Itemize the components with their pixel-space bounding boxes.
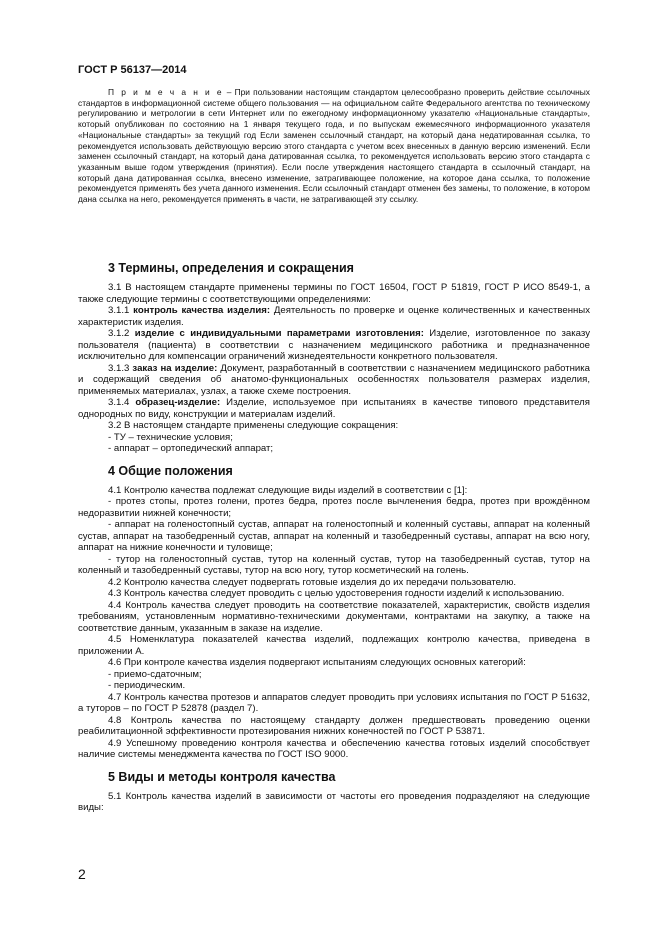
list-item: - протез стопы, протез голени, протез бедра, протез после вычленения бедра, протез при врождённом недоразвитии нижней конечности; — [78, 496, 590, 519]
list-item: - тутор на голеностопный сустав, тутор на коленный сустав, тутор на тазобедренный сустав, тутор на коленный и тазобедренный суставы, тутор на всю ногу, тутор косметический на голень. — [78, 553, 590, 576]
abbreviation-item: - аппарат – ортопедический аппарат; — [108, 443, 274, 454]
note-label: П р и м е ч а н и е — [108, 87, 224, 97]
paragraph-4-7: 4.7 Контроль качества протезов и аппаратов следует проводить при условиях испытания по ГОСТ Р 51632, а туторов – по ГОСТ Р 52878 (раздел 7). — [78, 691, 590, 714]
paragraph-4-3: 4.3 Контроль качества следует проводить с целью удостоверения годности изделий к использованию. — [108, 588, 565, 599]
paragraph-4-6: 4.6 При контроле качества изделия подвергают испытаниям следующих основных категорий: — [108, 657, 526, 668]
abbreviation-item: - ТУ – технические условия; — [108, 431, 233, 443]
reference-note — [78, 87, 590, 205]
paragraph-3-1: 3.1 В настоящем стандарте применены термины по ГОСТ 16504, ГОСТ Р 51819, ГОСТ Р ИСО 8549-1, а также следующие термины с соответствующими определениями: — [78, 282, 590, 305]
paragraph-4-5: 4.5 Номенклатура показателей качества изделий, подлежащих контролю качества, приведена в приложении А. — [78, 634, 590, 657]
list-item: - периодическим. — [108, 680, 186, 691]
list-item: - приемо-сдаточным; — [108, 668, 202, 680]
section-3-heading: 3 Термины, определения и сокращения — [108, 261, 354, 275]
term-3-1-2: 3.1.2 изделие с индивидуальными параметрами изготовления: Изделие, изготовленное по заказу пользователя (пациента) в соответствии с назначением медицинского работника и предназначенное исключительно для компенсации ограничений жизнедеятельности конкретного пользователя. — [78, 328, 590, 362]
paragraph-3-2: 3.2 В настоящем стандарте применены следующие сокращения: — [108, 420, 399, 431]
paragraph-4-2: 4.2 Контролю качества следует подвергать готовые изделия до их передачи пользователю. — [108, 576, 517, 588]
paragraph-4-1: 4.1 Контролю качества подлежат следующие виды изделий в соответствии с [1]: — [108, 484, 468, 496]
note-text: – При пользовании настоящим стандартом целесообразно проверить действие ссылочных стандартов в информационной системе общего пользования — на официальном сайте Федерального агентства по техническому регулированию и метрологии в сети Интернет или по ежегодному информационному указателю «Национальные стандарты», который опубликован по состоянию на 1 января текущего года, и по выпускам ежемесячного информационного указателя «Национальные стандарты» за текущий год Если заменен ссылочный стандарт, на который дана недатированная ссылка, то рекомендуется использовать действующую версию этого стандарта с учетом всех внесенных в данную версию изменений. Если заменен ссылочный стандарт, на который дана датированная ссылка, то рекомендуется использовать версию этого стандарта с указанным выше годом утверждения (принятия). Если после утверждения настоящего стандарта в ссылочный стандарт, на который дана датированная ссылка, внесено изменение, затрагивающее положение, на которое дана ссылка, то положение рекомендуется применять без учета данного изменения. Если ссылочный стандарт отменен без замены, то положение, в котором дана ссылка на него, рекомендуется применять в части, не затрагивающей эту ссылку. — [78, 87, 590, 205]
paragraph-4-9: 4.9 Успешному проведению контроля качества и обеспечению качества готовых изделий способствует наличие системы менеджмента качества по ГОСТ ISO 9000. — [78, 737, 590, 760]
document-id-header: ГОСТ Р 56137—2014 — [78, 64, 187, 76]
document-body — [78, 260, 590, 814]
page-number: 2 — [78, 866, 86, 882]
paragraph-5-1: 5.1 Контроль качества изделий в зависимости от частоты его проведения подразделяют на следующие виды: — [78, 790, 590, 813]
term-3-1-1: 3.1.1 контроль качества изделия: Деятельность по проверке и оценке количественных и качественных характеристик изделия. — [78, 305, 590, 328]
section-5-heading: 5 Виды и методы контроля качества — [108, 769, 336, 784]
section-4-heading: 4 Общие положения — [108, 463, 233, 478]
term-3-1-3: 3.1.3 заказ на изделие: Документ, разработанный в соответствии с назначением медицинского работника и содержащий сведения об анатомо-функциональных особенностях пользователя размерах изделия, применяемых материалах, узлах, а также схеме построения. — [78, 362, 591, 397]
paragraph-4-8: 4.8 Контроль качества по настоящему стандарту должен предшествовать проведению оценки реабилитационной эффективности протезирования нижних конечностей по ГОСТ Р 53871. — [78, 714, 590, 737]
paragraph-4-4: 4.4 Контроль качества следует проводить на соответствие показателей, характеристик, свойств изделия требованиям, установленным нормативно-техническими документами, контрактами на закупку, а также на соответствие данным, указанным в заказе на изделие. — [78, 599, 590, 634]
term-3-1-4: 3.1.4 образец-изделие: Изделие, используемое при испытаниях в качестве типового представителя однородных по виду, конструкции и материалам изделий. — [78, 397, 590, 420]
list-item: - аппарат на голеностопный сустав, аппарат на голеностопный и коленный суставы, аппарат на коленный сустав, аппарат на тазобедренный сустав, аппарат на коленный и тазобедренный суставы, аппарат на всю ногу, аппарат на нижние конечности и туловище; — [78, 519, 590, 553]
